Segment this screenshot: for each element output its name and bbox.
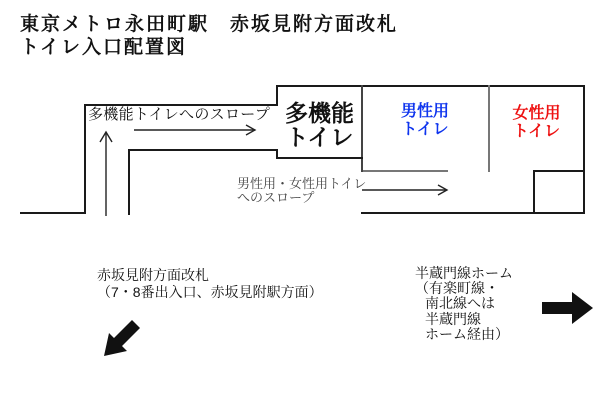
right-arrow-multi-slope-icon bbox=[134, 125, 255, 135]
wall-corner-room-vertical bbox=[533, 170, 535, 212]
slope-mw-line2: へのスロープ bbox=[237, 190, 315, 205]
platform-label-line3: 南北線へは bbox=[425, 295, 495, 312]
label-hanzomon-platform bbox=[415, 266, 513, 342]
page-title bbox=[20, 13, 398, 59]
wall-corner-room-horizontal bbox=[533, 170, 585, 172]
room-label-multifunction-toilet bbox=[277, 101, 362, 149]
right-arrow-mw-slope-icon bbox=[362, 185, 447, 195]
wall-left bbox=[84, 104, 86, 214]
womens-label-line1: 女性用 bbox=[512, 105, 561, 122]
multi-label-line2: トイレ bbox=[285, 124, 354, 150]
room-label-mens-toilet bbox=[361, 103, 489, 139]
up-arrow-icon bbox=[100, 132, 112, 216]
mens-label-line1: 男性用 bbox=[400, 103, 449, 120]
platform-label-line5: ホーム経由） bbox=[425, 325, 509, 342]
wall-bottom-right bbox=[361, 212, 585, 214]
gate-label-line2: （7・8番出入口、赤坂見附駅方面） bbox=[97, 283, 323, 300]
wall-lower-corridor-left bbox=[128, 149, 130, 215]
wall-mens-bottom bbox=[362, 170, 448, 172]
label-slope-to-mens-womens bbox=[237, 177, 366, 205]
platform-label-line4: 半蔵門線 bbox=[425, 310, 481, 327]
wall-lower-corridor-top bbox=[128, 149, 278, 151]
womens-label-line2: トイレ bbox=[512, 123, 561, 140]
right-arrow-icon bbox=[542, 291, 594, 325]
multi-label-line1: 多機能 bbox=[285, 100, 354, 126]
gate-label-line1: 赤坂見附方面改札 bbox=[97, 267, 209, 283]
label-slope-to-multifunction: 多機能トイレへのスロープ bbox=[88, 106, 271, 123]
wall-top bbox=[276, 85, 585, 87]
wall-bottom-left bbox=[20, 212, 86, 214]
room-label-womens-toilet bbox=[488, 105, 585, 141]
platform-label-line1: 半蔵門線ホーム bbox=[415, 265, 513, 281]
page-title-line2: トイレ入口配置図 bbox=[20, 37, 188, 58]
label-akasaka-mitsuke-gate bbox=[97, 267, 323, 300]
page-title-line1: 東京メトロ永田町駅 赤坂見附方面改札 bbox=[20, 14, 399, 35]
down-left-arrow-icon bbox=[101, 319, 143, 361]
wall-multi-bottom bbox=[276, 157, 363, 159]
slope-mw-line1: 男性用・女性用トイレ bbox=[237, 176, 367, 191]
mens-label-line2: トイレ bbox=[401, 121, 449, 138]
platform-label-line2: （有楽町線・ bbox=[415, 280, 499, 297]
